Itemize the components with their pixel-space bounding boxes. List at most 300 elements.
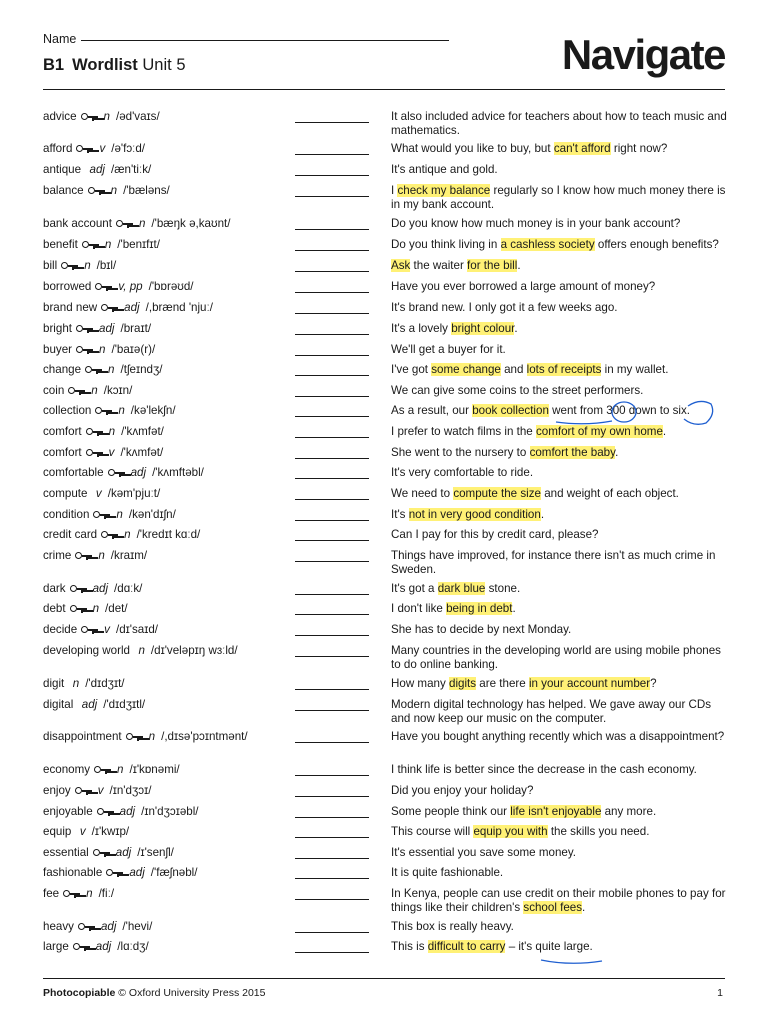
part-of-speech: adj (100, 920, 117, 933)
translation-blank[interactable] (295, 334, 369, 335)
headword (43, 404, 176, 418)
headword-text: balance (43, 184, 84, 197)
part-of-speech: adj (81, 698, 98, 711)
headword-text: credit card (43, 528, 98, 541)
wordlist-row (43, 322, 733, 336)
example-sentence (391, 549, 733, 577)
key-icon (116, 220, 133, 228)
highlighted-phrase: can't afford (553, 142, 611, 155)
pronunciation: /tʃeɪndʒ/ (120, 363, 163, 376)
example-text: Many countries in the developing world are using mobile phones to do online banking. (391, 644, 721, 671)
name-label: Name (43, 32, 77, 46)
part-of-speech: n (118, 404, 125, 417)
pronunciation: /əd'vaɪs/ (115, 110, 160, 123)
example-text: right now? (610, 142, 668, 155)
headword-text: developing world (43, 644, 131, 657)
translation-blank[interactable] (295, 594, 369, 595)
example-sentence (391, 602, 733, 616)
translation-blank[interactable] (295, 229, 369, 230)
key-icon (97, 808, 114, 816)
translation-blank[interactable] (295, 154, 369, 155)
wordlist-row (43, 730, 733, 758)
translation-blank[interactable] (295, 271, 369, 272)
highlighted-phrase: digits (449, 677, 477, 690)
wordlist-label: Wordlist (72, 56, 138, 74)
translation-blank[interactable] (295, 196, 369, 197)
key-icon (76, 325, 93, 333)
translation-blank[interactable] (295, 540, 369, 541)
translation-blank[interactable] (295, 375, 369, 376)
part-of-speech: v, pp (118, 280, 143, 293)
highlighted-phrase: compute the size (453, 487, 541, 500)
key-icon (95, 407, 112, 415)
example-text: regularly so I know how much money there is in my bank account. (391, 184, 726, 211)
pronunciation: /kən'dɪʃn/ (128, 508, 176, 521)
key-icon (86, 449, 103, 457)
headword (43, 623, 158, 637)
key-icon (81, 113, 98, 121)
example-sentence (391, 446, 733, 460)
pronunciation: /ɪ'senʃl/ (137, 846, 174, 859)
example-text: This box is really heavy. (391, 920, 514, 933)
part-of-speech: v (108, 446, 115, 459)
example-text: I don't like (391, 602, 447, 615)
example-text: I (391, 184, 398, 197)
headword-text: digit (43, 677, 65, 690)
translation-blank[interactable] (295, 878, 369, 879)
example-text: are there (476, 677, 529, 690)
headword (43, 582, 142, 596)
headword (43, 322, 151, 336)
example-sentence (391, 425, 733, 439)
translation-blank[interactable] (295, 837, 369, 838)
translation-blank[interactable] (295, 175, 369, 176)
key-icon (95, 283, 112, 291)
headword-text: fashionable (43, 866, 103, 879)
wordlist-row (43, 446, 733, 460)
example-sentence (391, 825, 733, 839)
example-text: offers enough benefits? (594, 238, 719, 251)
example-text: Did you enjoy your holiday? (391, 784, 534, 797)
translation-blank[interactable] (295, 952, 369, 953)
headword (43, 805, 199, 819)
underline-quite-large (541, 960, 602, 963)
header-divider (43, 89, 725, 90)
key-icon (75, 787, 92, 795)
example-sentence (391, 698, 733, 726)
example-sentence (391, 466, 733, 480)
example-sentence (391, 805, 733, 819)
translation-blank[interactable] (295, 689, 369, 690)
headword (43, 528, 200, 542)
wordlist-row (43, 920, 733, 934)
headword (43, 763, 180, 777)
part-of-speech: n (138, 644, 145, 657)
part-of-speech: n (117, 763, 124, 776)
key-icon (126, 733, 143, 741)
part-of-speech: n (98, 549, 105, 562)
translation-blank[interactable] (295, 313, 369, 314)
headword-text: enjoyable (43, 805, 93, 818)
translation-blank[interactable] (295, 775, 369, 776)
example-sentence (391, 404, 733, 418)
pronunciation: /'bɒrəʊd/ (148, 280, 194, 293)
wordlist-row (43, 763, 733, 777)
translation-blank[interactable] (295, 499, 369, 500)
pronunciation: /'hevi/ (122, 920, 153, 933)
headword (43, 280, 194, 294)
key-icon (108, 469, 125, 477)
pronunciation: /lɑːdʒ/ (117, 940, 149, 953)
wordlist-row (43, 528, 733, 542)
page-number: 1 (717, 987, 723, 999)
highlighted-phrase: comfort the baby (529, 446, 616, 459)
part-of-speech: adj (119, 805, 136, 818)
headword (43, 825, 129, 839)
part-of-speech: v (104, 623, 110, 636)
key-icon (76, 145, 93, 153)
highlighted-phrase: for the bill (467, 259, 518, 272)
example-sentence (391, 940, 733, 954)
wordlist-row (43, 887, 733, 915)
translation-blank[interactable] (295, 635, 369, 636)
example-sentence (391, 582, 733, 596)
level-label: B1 (43, 56, 65, 74)
headword-text: enjoy (43, 784, 71, 797)
headword-text: benefit (43, 238, 78, 251)
example-text: . (517, 259, 521, 272)
translation-blank[interactable] (295, 437, 369, 438)
name-field-line[interactable] (81, 40, 449, 41)
wordlist-row (43, 363, 733, 377)
example-text: Have you ever borrowed a large amount of money? (391, 280, 656, 293)
headword-text: coin (43, 384, 65, 397)
key-icon (93, 849, 110, 857)
wordlist-row (43, 805, 733, 819)
part-of-speech: adj (89, 163, 105, 176)
key-icon (61, 262, 78, 270)
headword (43, 887, 114, 901)
key-icon (88, 187, 105, 195)
pronunciation: /'kredɪt kɑːd/ (136, 528, 201, 541)
key-icon (75, 552, 92, 560)
pronunciation: /dɑːk/ (114, 582, 143, 595)
example-sentence (391, 677, 733, 691)
example-text: Some people think our (391, 805, 511, 818)
translation-blank[interactable] (295, 710, 369, 711)
highlighted-phrase: being in debt (446, 602, 513, 615)
translation-blank[interactable] (295, 614, 369, 615)
key-icon (86, 428, 103, 436)
brand-logo: Navigate (561, 31, 725, 78)
pronunciation: /'kʌmftəbl/ (152, 466, 204, 479)
translation-blank[interactable] (295, 899, 369, 900)
highlighted-phrase: check my balance (397, 184, 491, 197)
pronunciation: /bɪl/ (96, 259, 117, 272)
footer (43, 987, 265, 999)
headword-text: collection (43, 404, 92, 417)
translation-blank[interactable] (295, 292, 369, 293)
headword-text: antique (43, 163, 82, 176)
pronunciation: /kraɪm/ (110, 549, 148, 562)
headword (43, 508, 176, 522)
part-of-speech: n (92, 602, 100, 615)
translation-blank[interactable] (295, 561, 369, 562)
wordlist-row (43, 343, 733, 357)
example-text: It's a lovely (391, 322, 452, 335)
translation-blank[interactable] (295, 796, 369, 797)
highlighted-phrase: Ask (391, 259, 411, 272)
example-text: the skills you need. (547, 825, 650, 838)
example-sentence (391, 528, 733, 542)
example-sentence (391, 184, 733, 212)
example-text: She has to decide by next Monday. (391, 623, 572, 636)
highlighted-phrase: life isn't enjoyable (510, 805, 602, 818)
headword-text: borrowed (43, 280, 92, 293)
wordlist-row (43, 644, 733, 672)
example-text: It's essential you save some money. (391, 846, 577, 859)
pronunciation: /kɔɪn/ (103, 384, 133, 397)
part-of-speech: n (104, 238, 112, 251)
example-text: Do you think living in (391, 238, 501, 251)
pronunciation: /ɪ'kwɪp/ (91, 825, 130, 838)
example-sentence (391, 920, 733, 934)
headword-text: buyer (43, 343, 73, 356)
example-text: It is quite fashionable. (391, 866, 504, 879)
headword (43, 217, 230, 231)
highlighted-phrase: dark blue (437, 582, 486, 595)
headword-text: bank account (43, 217, 112, 230)
wordlist-row (43, 404, 733, 418)
pronunciation: /'bæŋk ə,kaʊnt/ (151, 217, 231, 230)
wordlist-row (43, 866, 733, 880)
pronunciation: /kə'lekʃn/ (130, 404, 176, 417)
part-of-speech: v (79, 825, 86, 838)
wordlist-row (43, 425, 733, 439)
headword-text: large (43, 940, 69, 953)
part-of-speech: n (99, 343, 106, 356)
example-text: We need to (391, 487, 454, 500)
key-icon (81, 626, 98, 634)
headword (43, 238, 160, 252)
example-sentence (391, 384, 733, 398)
part-of-speech: n (116, 508, 123, 521)
part-of-speech: n (148, 730, 156, 743)
headword-text: crime (43, 549, 72, 562)
headword-text: equip (43, 825, 72, 838)
headword (43, 846, 174, 860)
pronunciation: /ɪn'dʒɔɪəbl/ (141, 805, 199, 818)
headword-text: dark (43, 582, 66, 595)
example-text: Can I pay for this by credit card, please? (391, 528, 599, 541)
part-of-speech: n (110, 184, 118, 197)
translation-blank[interactable] (295, 416, 369, 417)
part-of-speech: n (84, 259, 91, 272)
pronunciation: /'dɪdʒɪt/ (85, 677, 125, 690)
wordlist-row (43, 784, 733, 798)
translation-blank[interactable] (295, 458, 369, 459)
translation-blank[interactable] (295, 520, 369, 521)
key-icon (85, 366, 102, 374)
example-sentence (391, 887, 733, 915)
translation-blank[interactable] (295, 932, 369, 933)
wordlist-row (43, 508, 733, 522)
example-text: any more. (601, 805, 657, 818)
example-sentence (391, 508, 733, 522)
wordlist-row (43, 940, 733, 954)
wordlist-row (43, 698, 733, 726)
translation-blank[interactable] (295, 355, 369, 356)
headword-text: brand new (43, 301, 98, 314)
headword (43, 866, 197, 880)
highlighted-phrase: difficult to carry (427, 940, 506, 953)
part-of-speech: n (103, 110, 110, 123)
underline-went-from (556, 421, 612, 424)
example-text: This course will (391, 825, 474, 838)
headword (43, 110, 160, 124)
key-icon (106, 869, 123, 877)
part-of-speech: n (91, 384, 98, 397)
footer-photocopiable: Photocopiable (43, 987, 116, 999)
part-of-speech: n (108, 425, 116, 438)
headword-text: heavy (43, 920, 74, 933)
translation-blank[interactable] (295, 478, 369, 479)
headword-text: bill (43, 259, 58, 272)
part-of-speech: adj (124, 301, 140, 314)
headword-text: comfort (43, 425, 82, 438)
pronunciation: /æn'tiːk/ (110, 163, 152, 176)
example-sentence (391, 163, 733, 177)
example-sentence (391, 322, 733, 336)
example-sentence (391, 110, 733, 138)
highlighted-phrase: bright colour (451, 322, 515, 335)
pronunciation: /ɪ'kɒnəmi/ (129, 763, 180, 776)
headword (43, 184, 170, 198)
headword-text: comfortable (43, 466, 104, 479)
wordlist-row (43, 238, 733, 252)
pronunciation: /dɪ'saɪd/ (115, 623, 159, 636)
headword (43, 301, 213, 315)
example-sentence (391, 846, 733, 860)
example-text: . (582, 901, 586, 914)
part-of-speech: n (138, 217, 146, 230)
pronunciation: /'bæləns/ (123, 184, 170, 197)
example-sentence (391, 784, 733, 798)
part-of-speech: adj (95, 940, 112, 953)
headword (43, 784, 151, 798)
example-text: . (662, 425, 667, 438)
part-of-speech: n (72, 677, 80, 690)
example-text: It also included advice for teachers about how to teach music and mathematics. (391, 110, 727, 137)
example-sentence (391, 763, 733, 777)
example-text: and (500, 363, 527, 376)
translation-blank[interactable] (295, 742, 369, 743)
highlighted-phrase: a cashless society (500, 238, 595, 251)
headword (43, 644, 238, 658)
example-text: Modern digital technology has helped. We gave away our CDs and now keep our music on the computer. (391, 698, 712, 725)
example-sentence (391, 644, 733, 672)
example-text: ? (650, 677, 657, 690)
highlighted-phrase: in your account number (528, 677, 651, 690)
headword-text: compute (43, 487, 88, 500)
translation-blank[interactable] (295, 858, 369, 859)
headword-text: afford (43, 142, 73, 155)
highlighted-phrase: not in very good condition (408, 508, 541, 521)
headword-text: disappointment (43, 730, 122, 743)
headword (43, 343, 155, 357)
part-of-speech: adj (129, 866, 145, 879)
translation-blank[interactable] (295, 656, 369, 657)
part-of-speech: adj (92, 582, 109, 595)
highlighted-phrase: equip you with (473, 825, 548, 838)
example-sentence (391, 142, 733, 156)
example-text: the waiter (410, 259, 468, 272)
headword-text: change (43, 363, 82, 376)
wordlist-row (43, 217, 733, 231)
headword-text: comfort (43, 446, 82, 459)
headword-text: essential (43, 846, 89, 859)
example-text: It's (391, 508, 409, 521)
example-sentence (391, 217, 733, 231)
wordlist-row (43, 301, 733, 315)
part-of-speech: n (124, 528, 131, 541)
pronunciation: /'kʌmfət/ (121, 425, 164, 438)
example-text: I prefer to watch films in the (391, 425, 536, 438)
part-of-speech: n (108, 363, 115, 376)
example-sentence (391, 301, 733, 315)
headword (43, 549, 147, 563)
pronunciation: /,dɪsə'pɔɪntmənt/ (161, 730, 248, 743)
pronunciation: /'dɪdʒɪtl/ (103, 698, 146, 711)
pronunciation: /'baɪə(r)/ (111, 343, 156, 356)
wordlist-row (43, 466, 733, 480)
headword-text: debt (43, 602, 66, 615)
key-icon (73, 943, 90, 951)
part-of-speech: v (95, 487, 102, 500)
part-of-speech: v (97, 784, 104, 797)
example-text: It's antique and gold. (391, 163, 498, 176)
pronunciation: /kəm'pjuːt/ (107, 487, 161, 500)
key-icon (93, 511, 110, 519)
wordlist-row (43, 487, 733, 501)
wordlist-row (43, 142, 733, 156)
example-text: . (512, 602, 516, 615)
headword-text: decide (43, 623, 78, 636)
translation-blank[interactable] (295, 122, 369, 123)
translation-blank[interactable] (295, 396, 369, 397)
wordlist-row (43, 110, 733, 138)
highlighted-phrase: some change (431, 363, 501, 376)
example-text: As a result, our (391, 404, 473, 417)
page-title (43, 56, 186, 75)
footer-divider (43, 978, 725, 979)
translation-blank[interactable] (295, 250, 369, 251)
example-text: went from 300 down to six. (548, 404, 691, 417)
headword (43, 677, 125, 691)
highlighted-phrase: book collection (472, 404, 549, 417)
example-text: I think life is better since the decrease in the cash economy. (391, 763, 697, 776)
example-text: It's got a (391, 582, 438, 595)
pronunciation: /dɪ'veləpɪŋ wɜːld/ (150, 644, 238, 657)
headword (43, 698, 145, 712)
headword (43, 384, 132, 398)
pronunciation: /braɪt/ (120, 322, 152, 335)
pronunciation: /,brænd 'njuː/ (145, 301, 213, 314)
example-sentence (391, 259, 733, 273)
example-text: . (540, 508, 545, 521)
translation-blank[interactable] (295, 817, 369, 818)
example-text: This is (391, 940, 428, 953)
